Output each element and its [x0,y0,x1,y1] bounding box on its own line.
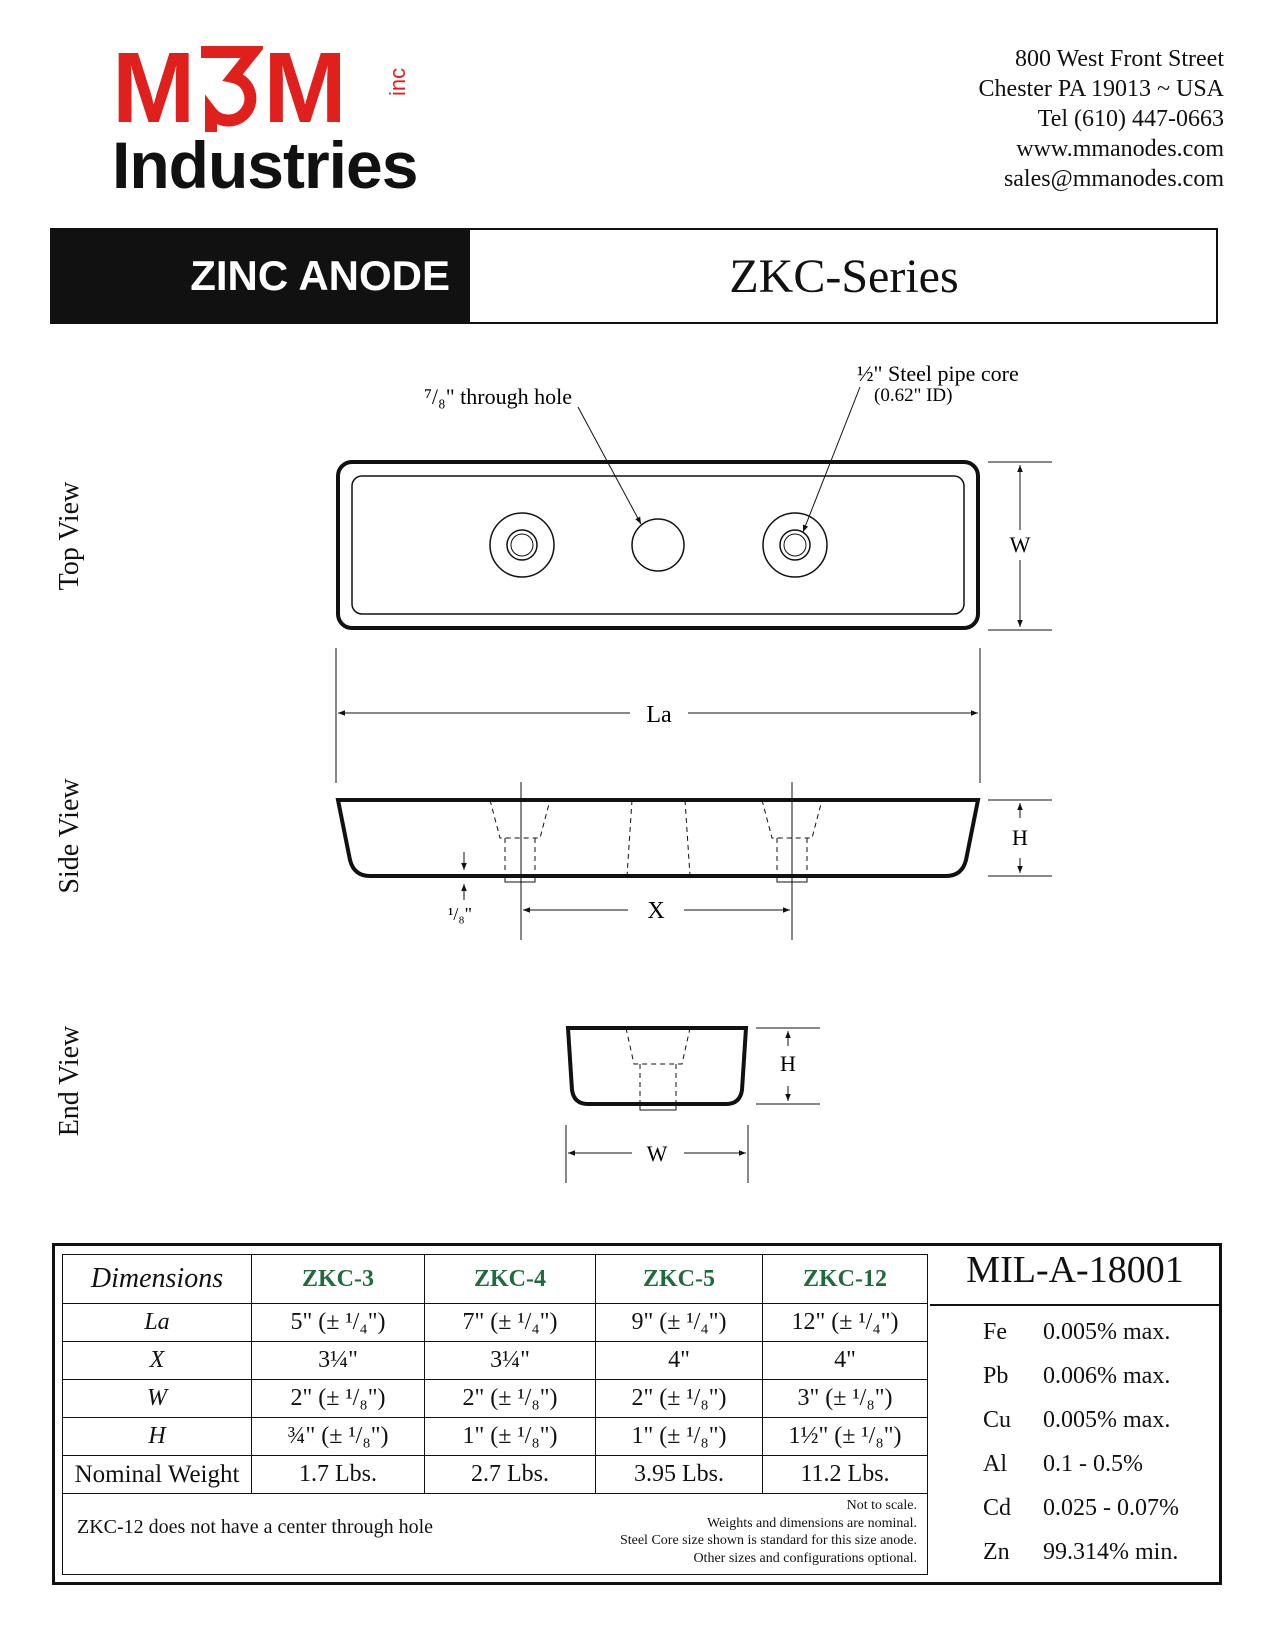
logo-mm: M M [112,32,345,144]
table-cell: 1.7 Lbs. [252,1456,425,1494]
disclaimer-line: Weights and dimensions are nominal. [707,1515,917,1531]
element-value: 0.005% max. [1043,1407,1171,1433]
disclaimer-block [620,1497,917,1567]
element-value: 0.005% max. [1043,1319,1171,1345]
table-cell: 3" (± ¹/₈") [763,1380,928,1418]
element-value: 0.025 - 0.07% [1043,1495,1179,1521]
mil-spec-divider [930,1304,1220,1306]
address-web[interactable]: www.mmanodes.com [1016,136,1224,162]
header-zkc-3: ZKC-3 [252,1255,425,1304]
table-cell: 1½" (± ¹/₈") [763,1418,928,1456]
element-symbol: Cd [983,1495,1012,1521]
logo-industries: Industries [112,128,418,202]
table-cell: 4" [763,1342,928,1380]
end-view-label: End View [54,1025,85,1137]
address-street: 800 West Front Street [1015,46,1224,72]
table-cell: 1" (± ¹/₈") [425,1418,596,1456]
element-symbol: Cu [983,1407,1012,1433]
table-cell: 2" (± ¹/₈") [425,1380,596,1418]
table-row [63,1342,928,1380]
disclaimer-line: Not to scale. [846,1498,917,1513]
row-label: X [63,1342,252,1380]
eighth-label: ¹/₈" [448,904,473,924]
address-email[interactable]: sales@mmanodes.com [1003,166,1224,192]
element-value: 0.1 - 0.5% [1043,1451,1143,1477]
element-symbol: Al [983,1451,1007,1477]
top-view-label: Top View [54,481,85,591]
end-h-label: H [780,1051,796,1076]
center-hole-note: ZKC-12 does not have a center through hole [77,1516,434,1538]
header-dimensions: Dimensions [63,1255,252,1304]
through-hole-label: ⁷/₈" through hole [424,384,572,409]
side-h-label: H [1012,825,1028,850]
table-row [63,1304,928,1342]
element-symbol: Zn [983,1539,1010,1565]
element-symbol: Pb [983,1363,1009,1389]
top-view-drawing [336,387,1052,783]
table-header-row [63,1255,928,1304]
table-cell: 3¼" [252,1342,425,1380]
row-label: W [63,1380,252,1418]
top-w-label: W [1009,532,1031,557]
composition-row [983,1407,1170,1434]
table-cell: 1" (± ¹/₈") [596,1418,763,1456]
table-cell: 3¼" [425,1342,596,1380]
notes-row [63,1494,928,1575]
header-zkc-5: ZKC-5 [596,1255,763,1304]
row-label: La [63,1304,252,1342]
row-label: Nominal Weight [63,1456,252,1494]
address-tel: Tel (610) 447-0663 [1037,106,1224,132]
table-cell: 5" (± ¹/₄") [252,1304,425,1342]
product-title: ZINC ANODE [50,228,470,324]
table-cell: 7" (± ¹/₄") [425,1304,596,1342]
table-cell: 4" [596,1342,763,1380]
table-row [63,1418,928,1456]
dimensions-table [62,1254,928,1575]
side-view-drawing [338,782,1052,940]
composition-row [983,1495,1179,1522]
table-cell: 3.95 Lbs. [596,1456,763,1494]
notes-cell [63,1494,928,1575]
table-cell: 12" (± ¹/₄") [763,1304,928,1342]
series-title: ZKC-Series [729,249,959,303]
mil-spec-title: MIL-A-18001 [966,1249,1184,1291]
table-row [63,1456,928,1494]
table-cell: ¾" (± ¹/₈") [252,1418,425,1456]
pipe-core-label: ½" Steel pipe core [857,361,1019,386]
logo-inc: inc [385,67,410,96]
header-zkc-4: ZKC-4 [425,1255,596,1304]
pipe-id-label: (0.62" ID) [874,385,953,406]
disclaimer-line: Steel Core size shown is standard for this size anode. [619,1533,917,1548]
table-cell: 2" (± ¹/₈") [596,1380,763,1418]
row-label: H [63,1418,252,1456]
x-label: X [647,898,665,924]
element-value: 99.314% min. [1043,1539,1179,1565]
table-row [63,1380,928,1418]
table-cell: 11.2 Lbs. [763,1456,928,1494]
composition-row [983,1363,1170,1390]
address-city: Chester PA 19013 ~ USA [978,76,1224,102]
disclaimer-line: Other sizes and configurations optional. [693,1550,917,1566]
table-cell: 2.7 Lbs. [425,1456,596,1494]
side-view-label: Side View [54,778,85,894]
composition-row [983,1319,1170,1346]
table-cell: 2" (± ¹/₈") [252,1380,425,1418]
la-label: La [646,702,672,728]
header-zkc-12: ZKC-12 [763,1255,928,1304]
composition-row [983,1451,1143,1478]
composition-row [983,1539,1178,1566]
element-symbol: Fe [983,1319,1007,1345]
table-cell: 9" (± ¹/₄") [596,1304,763,1342]
element-value: 0.006% max. [1043,1363,1171,1389]
end-w-label: W [646,1141,668,1166]
